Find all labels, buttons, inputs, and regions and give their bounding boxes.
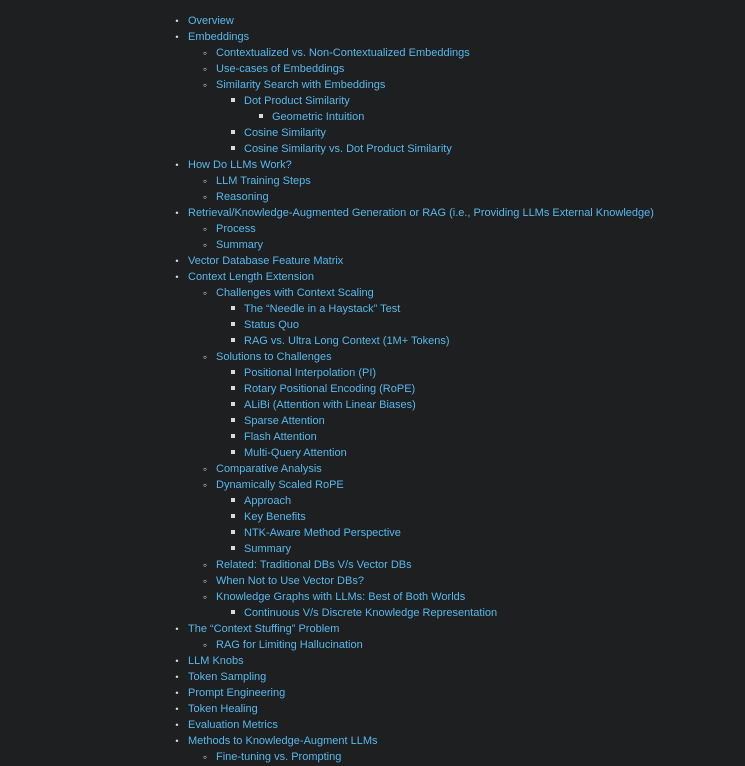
toc-link[interactable]: Reasoning xyxy=(216,191,269,203)
circle-bullet-icon xyxy=(201,749,209,766)
toc-item-level-3 xyxy=(0,365,745,381)
toc-item-level-3 xyxy=(0,429,745,445)
toc-item-level-3 xyxy=(0,605,745,621)
toc-item-level-3 xyxy=(0,509,745,525)
toc-link[interactable]: Knowledge Graphs with LLMs: Best of Both Worlds xyxy=(216,591,466,603)
circle-bullet-icon xyxy=(201,237,209,254)
toc-item-level-1 xyxy=(0,205,745,221)
toc-item-level-3 xyxy=(0,493,745,509)
disc-bullet-icon xyxy=(173,685,181,701)
toc-link[interactable]: LLM Knobs xyxy=(188,655,244,667)
toc-item-level-3 xyxy=(0,381,745,397)
toc-link[interactable]: Vector Database Feature Matrix xyxy=(188,255,344,267)
disc-bullet-icon xyxy=(173,269,181,285)
square-bullet-icon xyxy=(229,333,237,349)
toc-link[interactable]: Dot Product Similarity xyxy=(244,95,350,107)
toc-link[interactable]: Embeddings xyxy=(188,31,250,43)
toc-item-level-3 xyxy=(0,397,745,413)
circle-bullet-icon xyxy=(201,189,209,206)
disc-bullet-icon xyxy=(173,621,181,637)
toc-item-level-3 xyxy=(0,445,745,461)
toc-item-level-3 xyxy=(0,301,745,317)
toc-item-level-2 xyxy=(0,221,745,237)
toc-item-level-2 xyxy=(0,189,745,205)
disc-bullet-icon xyxy=(173,253,181,269)
toc-item-level-1 xyxy=(0,685,745,701)
toc-link[interactable]: Related: Traditional DBs V/s Vector DBs xyxy=(216,559,412,571)
toc-item-level-1 xyxy=(0,717,745,733)
circle-bullet-icon xyxy=(201,61,209,78)
circle-bullet-icon xyxy=(201,285,209,302)
toc-item-level-1 xyxy=(0,13,745,29)
toc-link[interactable]: Positional Interpolation (PI) xyxy=(244,367,377,379)
toc-item-level-2 xyxy=(0,61,745,77)
toc-link[interactable]: Retrieval/Knowledge-Augmented Generation or RAG (i.e., Providing LLMs External Knowledge) xyxy=(188,207,654,219)
toc-item-level-2 xyxy=(0,461,745,477)
toc-link[interactable]: Multi-Query Attention xyxy=(244,447,347,459)
toc-item-level-2 xyxy=(0,557,745,573)
square-bullet-icon xyxy=(229,509,237,525)
toc-link[interactable]: When Not to Use Vector DBs? xyxy=(216,575,364,587)
toc-item-level-2 xyxy=(0,749,745,765)
toc-link[interactable]: Sparse Attention xyxy=(244,415,325,427)
disc-bullet-icon xyxy=(173,717,181,733)
square-bullet-icon xyxy=(229,397,237,413)
toc-item-level-2 xyxy=(0,477,745,493)
toc-item-level-3 xyxy=(0,125,745,141)
toc-link[interactable]: Prompt Engineering xyxy=(188,687,286,699)
toc-item-level-1 xyxy=(0,253,745,269)
toc-link[interactable]: ALiBi (Attention with Linear Biases) xyxy=(244,399,416,411)
circle-bullet-icon xyxy=(201,557,209,574)
square-bullet-icon xyxy=(229,541,237,557)
circle-bullet-icon xyxy=(201,221,209,238)
square-bullet-icon xyxy=(229,445,237,461)
toc-link[interactable]: Approach xyxy=(244,495,292,507)
disc-bullet-icon xyxy=(173,733,181,749)
toc-item-level-1 xyxy=(0,701,745,717)
toc-item-level-1 xyxy=(0,669,745,685)
circle-bullet-icon xyxy=(201,461,209,478)
toc-link[interactable]: How Do LLMs Work? xyxy=(188,159,292,171)
toc-link[interactable]: Context Length Extension xyxy=(188,271,314,283)
toc-item-level-2 xyxy=(0,573,745,589)
toc-link[interactable]: NTK-Aware Method Perspective xyxy=(244,527,401,539)
toc-link[interactable]: Key Benefits xyxy=(244,511,306,523)
square-bullet-icon xyxy=(229,605,237,621)
circle-bullet-icon xyxy=(201,573,209,590)
toc-item-level-3 xyxy=(0,333,745,349)
square-bullet-icon xyxy=(229,413,237,429)
toc-item-level-3 xyxy=(0,413,745,429)
toc-link[interactable]: The “Needle in a Haystack” Test xyxy=(244,303,401,315)
toc-item-level-3 xyxy=(0,141,745,157)
toc-link[interactable]: RAG vs. Ultra Long Context (1M+ Tokens) xyxy=(244,335,450,347)
toc-link[interactable]: The “Context Stuffing” Problem xyxy=(188,623,340,635)
square-bullet-icon xyxy=(229,381,237,397)
disc-bullet-icon xyxy=(173,29,181,45)
toc-item-level-1 xyxy=(0,653,745,669)
disc-bullet-icon xyxy=(173,13,181,29)
toc-link[interactable]: Rotary Positional Encoding (RoPE) xyxy=(244,383,416,395)
toc-link[interactable]: Dynamically Scaled RoPE xyxy=(216,479,344,491)
toc-link[interactable]: Summary xyxy=(244,543,292,555)
circle-bullet-icon xyxy=(201,477,209,494)
toc-link[interactable]: Status Quo xyxy=(244,319,300,331)
toc-link[interactable]: Flash Attention xyxy=(244,431,317,443)
toc-item-level-1 xyxy=(0,157,745,173)
toc-link[interactable]: Challenges with Context Scaling xyxy=(216,287,374,299)
square-bullet-icon xyxy=(229,525,237,541)
disc-bullet-icon xyxy=(173,157,181,173)
toc-link[interactable]: Evaluation Metrics xyxy=(188,719,278,731)
toc-item-level-3 xyxy=(0,525,745,541)
circle-bullet-icon xyxy=(201,173,209,190)
toc-link[interactable]: RAG for Limiting Hallucination xyxy=(216,639,363,651)
toc-link[interactable]: Comparative Analysis xyxy=(216,463,322,475)
toc-link[interactable]: Contextualized vs. Non-Contextualized Embeddings xyxy=(216,47,470,59)
square-bullet-icon xyxy=(229,301,237,317)
toc-link[interactable]: Solutions to Challenges xyxy=(216,351,332,363)
toc-item-level-1 xyxy=(0,621,745,637)
square-bullet-icon xyxy=(229,93,237,109)
toc-link[interactable]: Summary xyxy=(216,239,264,251)
toc-item-level-2 xyxy=(0,349,745,365)
square-bullet-icon xyxy=(229,141,237,157)
toc-item-level-1 xyxy=(0,733,745,749)
square-bullet-icon xyxy=(229,365,237,381)
toc-link[interactable]: Fine-tuning vs. Prompting xyxy=(216,751,342,763)
disc-bullet-icon xyxy=(173,669,181,685)
toc-item-level-2 xyxy=(0,637,745,653)
toc-link[interactable]: Token Sampling xyxy=(188,671,267,683)
toc-link[interactable]: Geometric Intuition xyxy=(272,111,365,123)
toc-link[interactable]: Token Healing xyxy=(188,703,258,715)
toc-item-level-2 xyxy=(0,285,745,301)
circle-bullet-icon xyxy=(201,45,209,62)
disc-bullet-icon xyxy=(173,205,181,221)
circle-bullet-icon xyxy=(201,77,209,94)
toc-item-level-2 xyxy=(0,173,745,189)
toc-link[interactable]: Use-cases of Embeddings xyxy=(216,63,345,75)
toc-link[interactable]: LLM Training Steps xyxy=(216,175,311,187)
toc-link[interactable]: Methods to Knowledge-Augment LLMs xyxy=(188,735,378,747)
toc-link[interactable]: Overview xyxy=(188,15,234,27)
square-bullet-icon xyxy=(229,125,237,141)
toc-item-level-2 xyxy=(0,589,745,605)
toc-item-level-3 xyxy=(0,541,745,557)
square-bullet-icon xyxy=(257,109,265,125)
toc-link[interactable]: Continuous V/s Discrete Knowledge Representation xyxy=(244,607,498,619)
toc-link[interactable]: Cosine Similarity vs. Dot Product Similarity xyxy=(244,143,452,155)
square-bullet-icon xyxy=(229,429,237,445)
toc-item-level-3 xyxy=(0,317,745,333)
toc-link[interactable]: Cosine Similarity xyxy=(244,127,326,139)
table-of-contents xyxy=(0,13,745,765)
disc-bullet-icon xyxy=(173,653,181,669)
circle-bullet-icon xyxy=(201,349,209,366)
toc-item-level-3 xyxy=(0,93,745,109)
toc-item-level-2 xyxy=(0,237,745,253)
toc-item-level-4 xyxy=(0,109,745,125)
toc-item-level-2 xyxy=(0,77,745,93)
toc-link[interactable]: Process xyxy=(216,223,256,235)
disc-bullet-icon xyxy=(173,701,181,717)
toc-link[interactable]: Similarity Search with Embeddings xyxy=(216,79,386,91)
toc-item-level-1 xyxy=(0,29,745,45)
toc-item-level-1 xyxy=(0,269,745,285)
circle-bullet-icon xyxy=(201,589,209,606)
toc-item-level-2 xyxy=(0,45,745,61)
circle-bullet-icon xyxy=(201,637,209,654)
square-bullet-icon xyxy=(229,493,237,509)
square-bullet-icon xyxy=(229,317,237,333)
